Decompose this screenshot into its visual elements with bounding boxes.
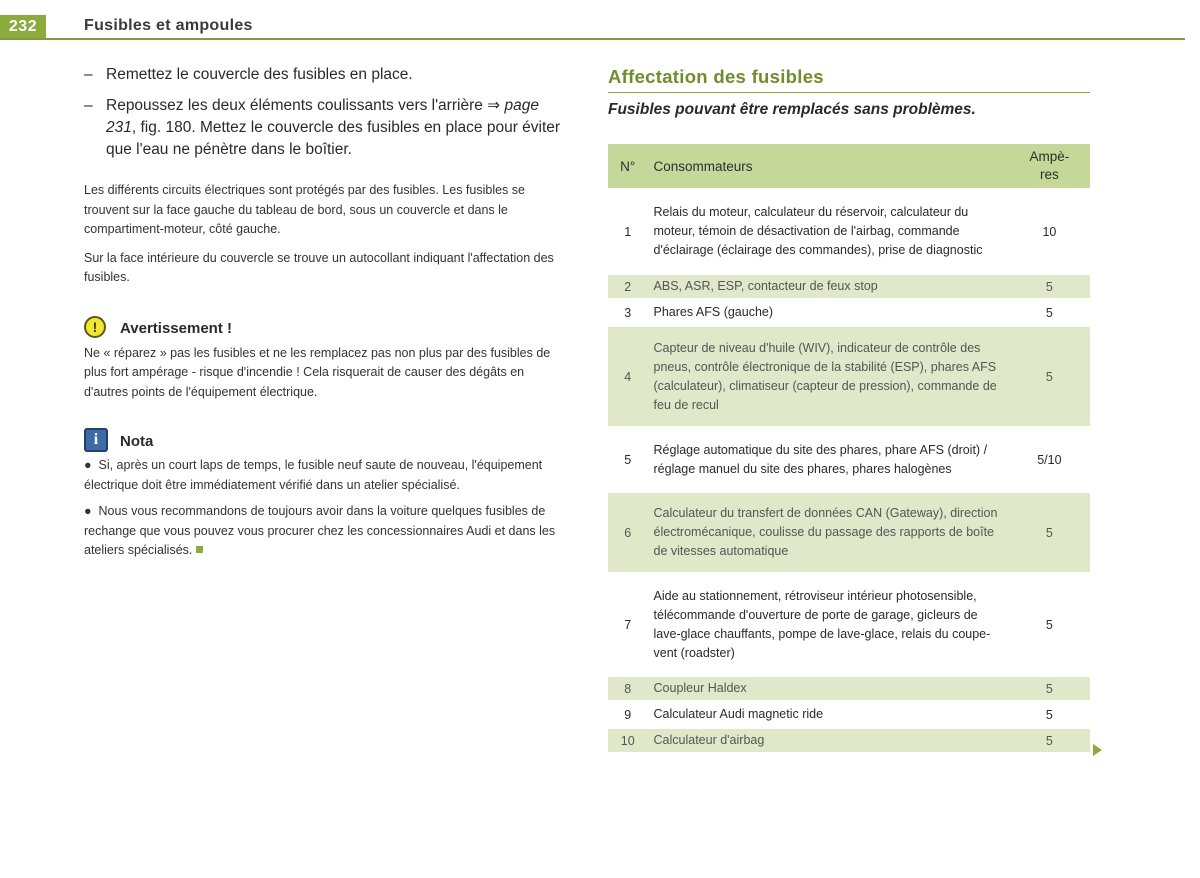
fuse-consumers: ABS, ASR, ESP, contacteur de feux stop <box>648 274 1009 300</box>
fuse-number: 8 <box>608 676 648 702</box>
bullet-dot-icon: ● <box>84 504 99 518</box>
fuse-number: 2 <box>608 274 648 300</box>
fuse-number: 7 <box>608 574 648 676</box>
fuse-amps: 5 <box>1009 574 1090 676</box>
body-paragraph: Sur la face intérieure du couvercle se trouve un autocollant indiquant l'affectation des fusibles. <box>84 250 554 284</box>
table-row <box>608 300 1090 326</box>
fuse-number: 3 <box>608 300 648 326</box>
end-of-section-icon <box>196 546 203 553</box>
fuse-consumers: Capteur de niveau d'huile (WIV), indicateur de contrôle des pneus, contrôle électronique de la stabilité (ESP), phares AFS (calculateur), climatiseur (capteur de pression), commande de feu de recul <box>648 326 1009 428</box>
table-row <box>608 728 1090 754</box>
step-text: Remettez le couvercle des fusibles en place. <box>106 66 413 83</box>
table-header-row <box>608 144 1090 190</box>
fuse-number: 6 <box>608 492 648 574</box>
fuse-amps: 10 <box>1009 190 1090 274</box>
dash-bullet-icon: – <box>84 97 93 114</box>
page-reference-link[interactable]: ⇒ page 231 <box>106 97 539 136</box>
section-subtitle: Fusibles pouvant être remplacés sans problèmes. <box>608 101 976 118</box>
header-amps: Ampè- res <box>1009 144 1090 190</box>
warning-text: Ne « réparez » pas les fusibles et ne les remplacez pas non plus par des fusibles de plus fort ampérage - risque d'incendie ! Cela risquerait de causer des dégâts en d'autres points de l'équipement électrique. <box>84 345 551 399</box>
fuse-number: 9 <box>608 702 648 728</box>
table-row <box>608 190 1090 274</box>
fuse-table <box>608 144 1090 755</box>
warning-title: Avertissement ! <box>120 319 232 337</box>
fuse-amps: 5 <box>1009 676 1090 702</box>
fuse-consumers: Calculateur d'airbag <box>648 728 1009 754</box>
section-rule <box>608 92 1090 93</box>
fuse-consumers: Relais du moteur, calculateur du réservoir, calculateur du moteur, témoin de désactivation de l'airbag, commande d'éclairage (éclairage des commandes), prise de diagnostic <box>648 190 1009 274</box>
note-bullet <box>84 502 566 561</box>
running-title: Fusibles et ampoules <box>84 17 253 34</box>
info-i-icon: i <box>84 428 108 452</box>
note-title: Nota <box>120 433 154 450</box>
note-bullet-text: Si, après un court laps de temps, le fusible neuf saute de nouveau, l'équipement électrique doit être immédiatement vérifié dans un atelier spécialisé. <box>84 458 543 492</box>
fuse-amps: 5 <box>1009 702 1090 728</box>
right-column <box>608 66 1090 748</box>
note-bullet-text: Nous vous recommandons de toujours avoir dans la voiture quelques fusibles de rechange que vous pouvez vous procurer chez les concessionnaires Audi et dans les ateliers spécialisés. <box>84 504 556 557</box>
fuse-consumers: Coupleur Haldex <box>648 676 1009 702</box>
fuse-number: 1 <box>608 190 648 274</box>
section-title: Affectation des fusibles <box>608 66 824 87</box>
table-row <box>608 428 1090 492</box>
table-row <box>608 326 1090 428</box>
fuse-number: 10 <box>608 728 648 754</box>
body-paragraph: Les différents circuits électriques sont protégés par des fusibles. Les fusibles se trouvent sur la face gauche du tableau de bord, sous un couvercle et dans le compartiment-moteur, côté gauche. <box>84 183 525 236</box>
left-column <box>84 64 566 568</box>
continue-arrow-icon <box>1093 744 1102 756</box>
step-text-after: , fig. 180. Mettez le couvercle des fusibles en place pour éviter que l'eau ne pénètre dans le boîtier. <box>106 119 561 158</box>
fuse-amps: 5/10 <box>1009 428 1090 492</box>
note-heading <box>84 426 566 454</box>
step-text-before: Repoussez les deux éléments coulissants vers l'arrière <box>106 97 488 114</box>
fuse-consumers: Réglage automatique du site des phares, phare AFS (droit) / réglage manuel du site des phares, phares halogènes <box>648 428 1009 492</box>
dash-bullet-icon: – <box>84 66 93 83</box>
table-row <box>608 574 1090 676</box>
fuse-amps: 5 <box>1009 492 1090 574</box>
table-row <box>608 274 1090 300</box>
fuse-consumers: Calculateur du transfert de données CAN (Gateway), direction électromécanique, coulisse du passage des rapports de boîte de vitesses automatique <box>648 492 1009 574</box>
header-consumers: Consommateurs <box>648 144 1009 190</box>
fuse-amps: 5 <box>1009 728 1090 754</box>
fuse-consumers: Calculateur Audi magnetic ride <box>648 702 1009 728</box>
fuse-consumers: Phares AFS (gauche) <box>648 300 1009 326</box>
page-number: 232 <box>0 15 46 39</box>
header-rule <box>0 38 1185 40</box>
step-item <box>84 95 566 161</box>
table-row <box>608 702 1090 728</box>
step-item <box>84 64 566 86</box>
exclamation-circle-icon: ! <box>84 316 106 338</box>
fuse-number: 4 <box>608 326 648 428</box>
bullet-dot-icon: ● <box>84 458 99 472</box>
table-row <box>608 676 1090 702</box>
fuse-amps: 5 <box>1009 274 1090 300</box>
warning-heading <box>84 314 566 342</box>
fuse-amps: 5 <box>1009 326 1090 428</box>
fuse-number: 5 <box>608 428 648 492</box>
fuse-consumers: Aide au stationnement, rétroviseur intérieur photosensible, télécommande d'ouverture de porte de garage, gicleurs de lave-glace chauffants, pompe de lave-glace, relais du coupe-vent (roadster) <box>648 574 1009 676</box>
header-number: N° <box>608 144 648 190</box>
table-row <box>608 492 1090 574</box>
note-bullet <box>84 456 566 495</box>
fuse-amps: 5 <box>1009 300 1090 326</box>
